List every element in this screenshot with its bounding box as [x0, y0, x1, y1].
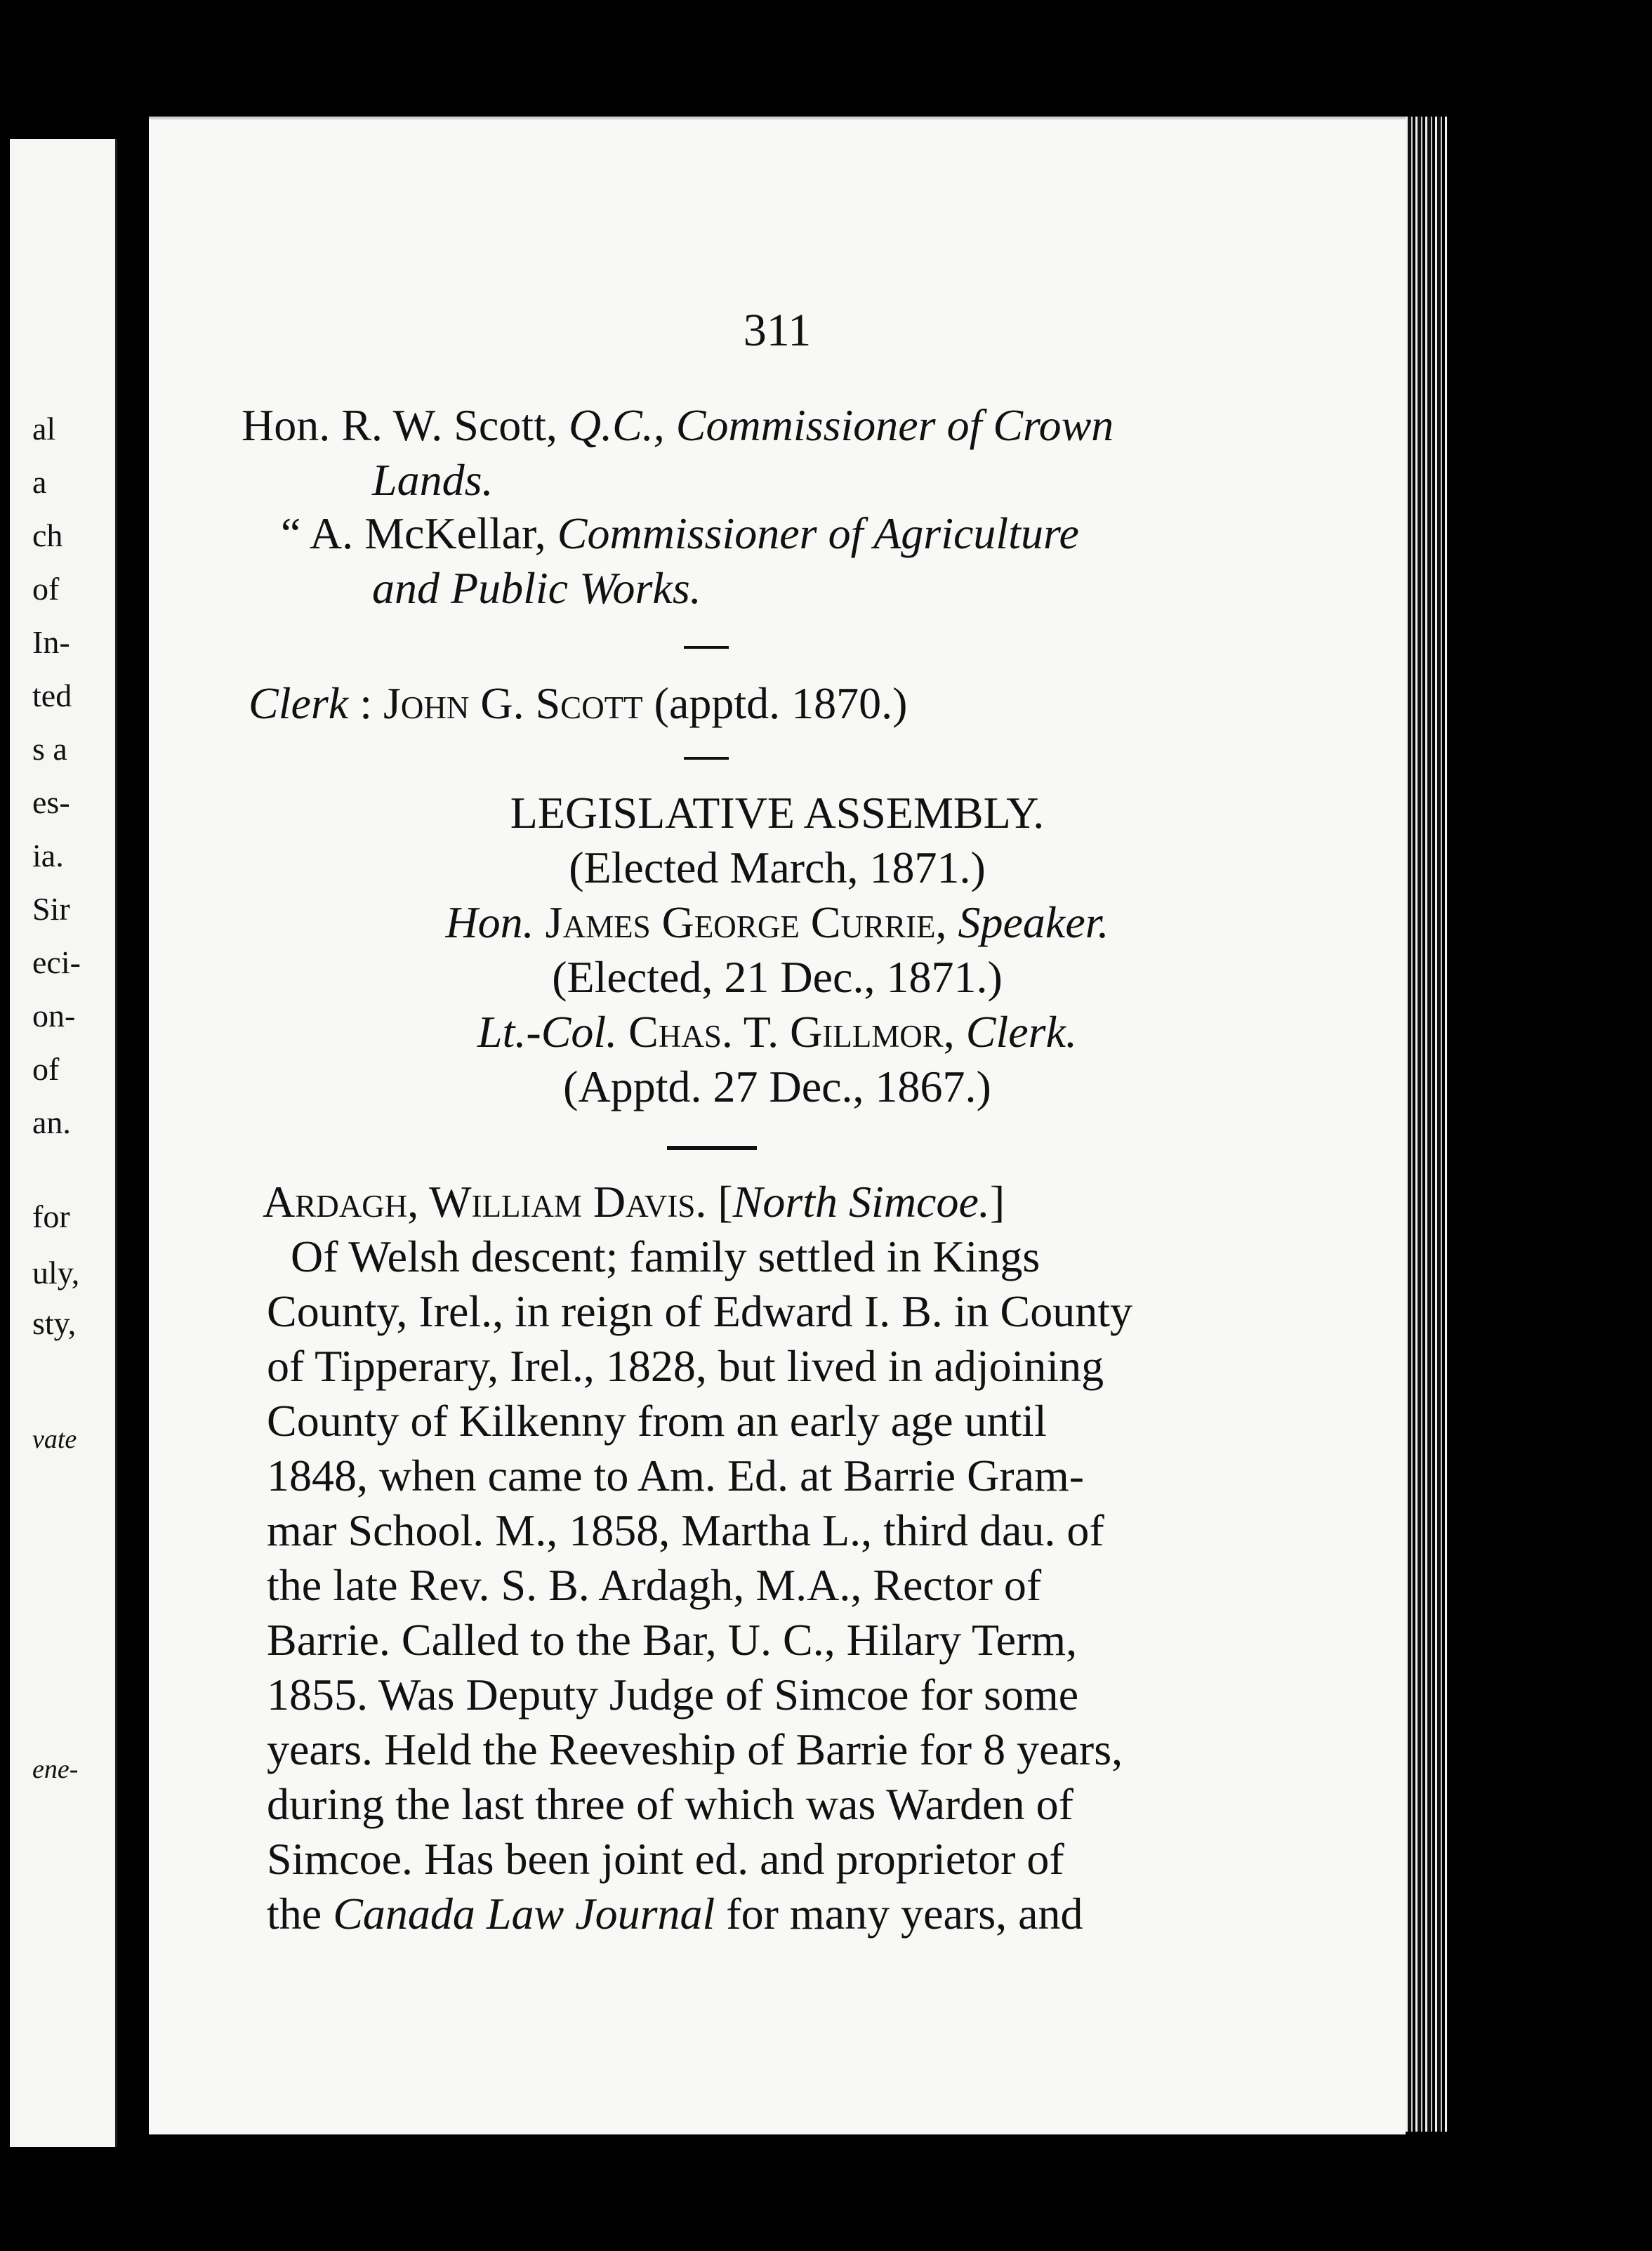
left-fragment: for: [32, 1199, 70, 1234]
short-rule: [684, 757, 729, 760]
speaker-title: Speaker.: [958, 897, 1109, 947]
page-number: 311: [743, 305, 812, 356]
assembly-clerk-title: Clerk.: [965, 1007, 1077, 1057]
minister-mckellar-continued: and Public Works.: [372, 563, 701, 613]
minister-mckellar-name: “ A. McKellar,: [281, 508, 557, 558]
entry-heading: [263, 1177, 1005, 1227]
speaker-name: James George Currie,: [534, 897, 958, 947]
minister-scott-continued: Lands.: [372, 455, 494, 505]
entry-line: County of Kilkenny from an early age until: [267, 1396, 1047, 1446]
minister-mckellar-title: Commissioner of Agriculture: [557, 508, 1079, 558]
assembly-clerk: [149, 1007, 1406, 1057]
entry-line: Barrie. Called to the Bar, U. C., Hilary Term,: [267, 1615, 1078, 1665]
entry-riding: North Simcoe.: [732, 1177, 990, 1227]
minister-scott: [242, 400, 1114, 450]
clerk-label: Clerk: [249, 678, 349, 728]
left-fragment: s a: [32, 731, 67, 767]
entry-riding-open: [: [706, 1177, 733, 1227]
clerk-date: (apptd. 1870.): [642, 678, 908, 728]
left-fragment: of: [32, 571, 60, 607]
entry-line: mar School. M., 1858, Martha L., third dau. of: [267, 1505, 1104, 1555]
entry-last-line: [267, 1889, 1083, 1939]
left-fragment: ene-: [32, 1755, 79, 1784]
clerk-name: John G. Scott: [383, 678, 643, 728]
left-fragment: ia.: [32, 838, 64, 873]
left-fragment: ted: [32, 678, 72, 713]
entry-line: County, Irel., in reign of Edward I. B. in County: [267, 1286, 1132, 1336]
entry-last-line-end: for many years, and: [715, 1889, 1083, 1939]
left-fragment: vate: [32, 1425, 77, 1454]
entry-line: Simcoe. Has been joint ed. and proprietor of: [267, 1834, 1064, 1884]
entry-line: of Tipperary, Irel., 1828, but lived in adjoining: [267, 1341, 1104, 1391]
left-fragment: a: [32, 464, 47, 500]
assembly-clerk-name: Chas. T. Gillmor,: [617, 1007, 966, 1057]
entry-line: during the last three of which was Warden of: [267, 1779, 1073, 1829]
assembly-clerk-appointed: (Apptd. 27 Dec., 1867.): [563, 1062, 991, 1111]
journal-title: Canada Law Journal: [333, 1889, 715, 1939]
left-fragment: eci-: [32, 944, 81, 980]
left-fragment: an.: [32, 1104, 71, 1140]
minister-scott-title: Q.C., Commissioner of Crown: [568, 400, 1114, 450]
left-fragment: es-: [32, 784, 70, 820]
entry-line: 1848, when came to Am. Ed. at Barrie Gram-: [267, 1451, 1085, 1500]
entry-name: Ardagh, William Davis.: [263, 1177, 707, 1227]
speaker-elected: (Elected, 21 Dec., 1871.): [552, 952, 1003, 1002]
entry-last-line-start: the: [267, 1889, 333, 1939]
left-fragment: of: [32, 1051, 60, 1087]
assembly-elected: (Elected March, 1871.): [569, 843, 986, 892]
left-fragment: Sir: [32, 891, 70, 927]
entry-line: 1855. Was Deputy Judge of Simcoe for some: [267, 1670, 1079, 1719]
assembly-clerk-rank: Lt.-Col.: [477, 1007, 618, 1057]
left-fragment: uly,: [32, 1255, 80, 1290]
speaker-honorific: Hon.: [445, 897, 534, 947]
entry-riding-close: ]: [989, 1177, 1005, 1227]
assembly-heading: LEGISLATIVE ASSEMBLY.: [510, 788, 1045, 838]
clerk-colon: :: [348, 678, 383, 728]
left-fragment: In-: [32, 624, 70, 660]
entry-line: years. Held the Reeveship of Barrie for 8 years,: [267, 1724, 1123, 1774]
assembly-speaker: [149, 897, 1406, 947]
section-rule: [667, 1146, 757, 1150]
page-edge: [1406, 117, 1448, 2132]
entry-line: Of Welsh descent; family settled in Kings: [291, 1232, 1040, 1281]
entry-line: the late Rev. S. B. Ardagh, M.A., Rector of: [267, 1560, 1042, 1610]
executive-clerk: [249, 678, 908, 728]
minister-scott-name: Hon. R. W. Scott,: [242, 400, 569, 450]
left-fragment: ch: [32, 517, 63, 553]
left-fragment: on-: [32, 998, 76, 1034]
left-fragment: sty,: [32, 1305, 77, 1341]
short-rule: [684, 646, 729, 649]
minister-mckellar: [281, 508, 1079, 558]
left-page-margin: [10, 139, 117, 2147]
left-fragment: al: [32, 411, 56, 447]
